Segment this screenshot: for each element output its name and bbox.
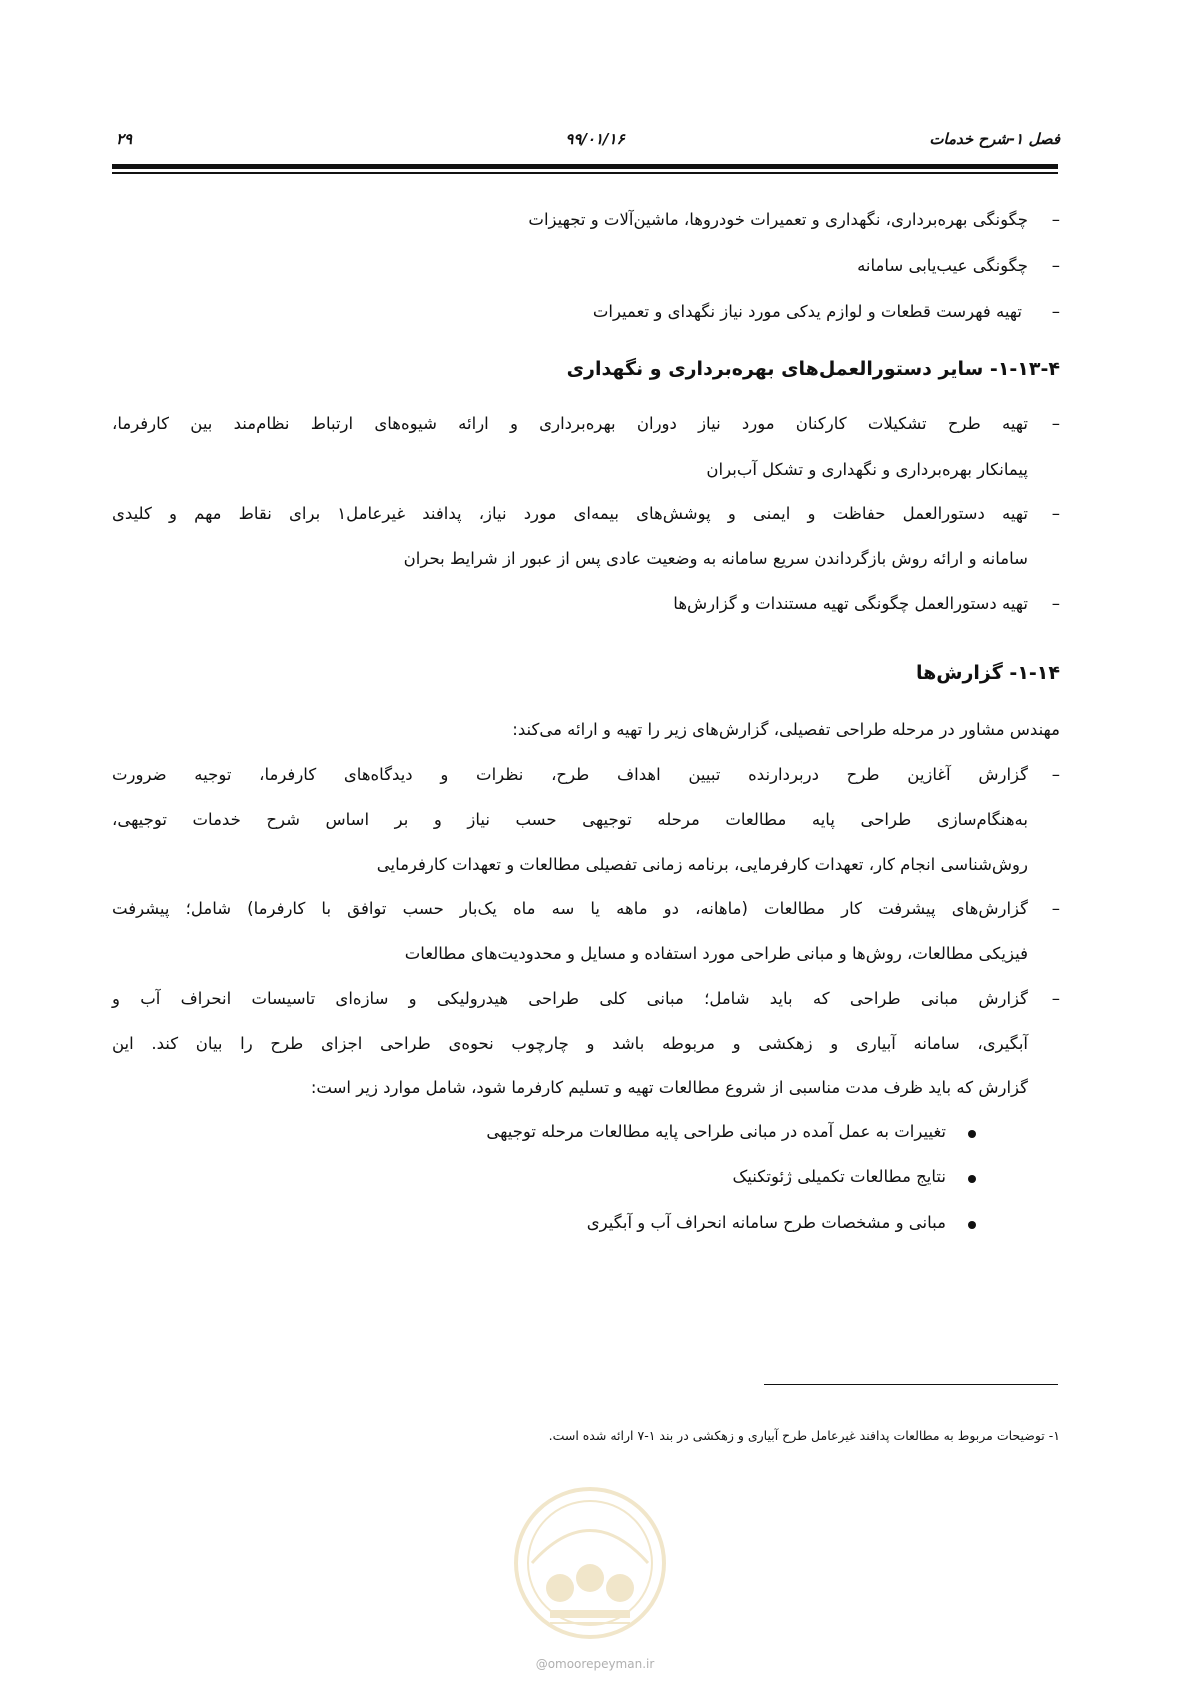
list-item-line: گزارش‌های پیشرفت کار مطالعات (ماهانه، دو ماهه یا سه ماه یک‌بار حسب توافق با کارفرما) شامل؛ پیشرفت bbox=[112, 899, 1028, 918]
sub-bullet-item: نتایج مطالعات تکمیلی ژئوتکنیک bbox=[732, 1167, 946, 1186]
watermark-url: @omoorepeyman.ir bbox=[535, 1657, 655, 1671]
list-dash: – bbox=[1051, 256, 1060, 275]
section-intro: مهندس مشاور در مرحله طراحی تفصیلی، گزارش‌های زیر را تهیه و ارائه می‌کند: bbox=[512, 720, 1060, 739]
list-item-line: به‌هنگام‌سازی طراحی پایه مطالعات مرحله توجیهی حسب نیاز و بر اساس شرح خدمات توجیهی، bbox=[112, 810, 1028, 829]
list-dash: – bbox=[1051, 899, 1060, 918]
list-item-line: آبگیری، سامانه آبیاری و زهکشی و مربوطه باشد و چارچوب نحوه‌ی طراحی اجزای طرح را بیان کند. این bbox=[112, 1034, 1028, 1053]
list-item-line: تهیه طرح تشکیلات کارکنان مورد نیاز دوران بهره‌برداری و ارائه شیوه‌های ارتباط نظام‌مند بین کارفرما، bbox=[112, 414, 1028, 433]
sub-bullet-item: تغییرات به عمل آمده در مبانی طراحی پایه مطالعات مرحله توجیهی bbox=[486, 1122, 946, 1141]
list-dash: – bbox=[1051, 594, 1060, 613]
list-dash: – bbox=[1051, 302, 1060, 321]
list-item-line: گزارش که باید ظرف مدت مناسبی از شروع مطالعات تهیه و تسلیم کارفرما شود، شامل موارد زیر است: bbox=[310, 1078, 1028, 1097]
list-item-line: گزارش آغازین طرح دربردارنده تبیین اهداف طرح، نظرات و دیدگاه‌های کارفرما، توجیه ضرورت bbox=[112, 765, 1028, 784]
list-item-line: سامانه و ارائه روش بازگرداندن سریع سامانه به وضعیت عادی پس از عبور از شرایط بحران bbox=[403, 549, 1028, 568]
chapter-title: فصل ۱-شرح خدمات bbox=[929, 130, 1060, 148]
list-dash: – bbox=[1051, 504, 1060, 523]
list-item-line: تهیه دستورالعمل حفاظت و ایمنی و پوشش‌های بیمه‌ای مورد نیاز، پدافند غیرعامل۱ برای نقاط مهم و کلیدی bbox=[112, 504, 1028, 523]
list-dash: – bbox=[1051, 765, 1060, 784]
bullet-icon bbox=[968, 1221, 976, 1229]
watermark-logo-icon bbox=[510, 1478, 670, 1648]
header-rule-thin bbox=[112, 172, 1058, 174]
list-item-line: گزارش مبانی طراحی که باید شامل؛ مبانی کلی طراحی هیدرولیکی و سازه‌ای تاسیسات انحراف آب و bbox=[112, 989, 1028, 1008]
list-item: تهیه فهرست قطعات و لوازم یدکی مورد نیاز نگهدای و تعمیرات bbox=[592, 302, 1022, 321]
list-item: چگونگی بهره‌برداری، نگهداری و تعمیرات خودروها، ماشین‌آلات و تجهیزات bbox=[528, 210, 1028, 229]
footnote: ۱- توضیحات مربوط به مطالعات پدافند غیرعامل طرح آبیاری و زهکشی در بند ۱-۷ ارائه شده است. bbox=[548, 1428, 1060, 1443]
list-dash: – bbox=[1051, 989, 1060, 1008]
list-dash: – bbox=[1051, 210, 1060, 229]
sub-bullet-item: مبانی و مشخصات طرح سامانه انحراف آب و آبگیری bbox=[586, 1213, 946, 1232]
list-item-line: پیمانکار بهره‌برداری و نگهداری و تشکل آب‌بران bbox=[706, 460, 1028, 479]
footnote-separator bbox=[764, 1384, 1058, 1385]
page-number: ۲۹ bbox=[116, 130, 133, 148]
list-item-line: روش‌شناسی انجام کار، تعهدات کارفرمایی، برنامه زمانی تفصیلی مطالعات و تعهدات کارفرمایی bbox=[376, 855, 1028, 874]
list-item-line: تهیه دستورالعمل چگونگی تهیه مستندات و گزارش‌ها bbox=[673, 594, 1028, 613]
list-dash: – bbox=[1051, 414, 1060, 433]
header-rule-thick bbox=[112, 164, 1058, 169]
list-item: چگونگی عیب‌یابی سامانه bbox=[857, 256, 1028, 275]
revision-date: ۹۹/۰۱/۱۶ bbox=[565, 130, 625, 148]
bullet-icon bbox=[968, 1175, 976, 1183]
section-heading: ۱-۱۴- گزارش‌ها bbox=[915, 662, 1060, 684]
section-heading: ۱-۱۳-۴- سایر دستورالعمل‌های بهره‌برداری و نگهداری bbox=[566, 358, 1060, 380]
bullet-icon bbox=[968, 1130, 976, 1138]
list-item-line: فیزیکی مطالعات، روش‌ها و مبانی طراحی مورد استفاده و مسایل و محدودیت‌های مطالعات bbox=[404, 944, 1028, 963]
